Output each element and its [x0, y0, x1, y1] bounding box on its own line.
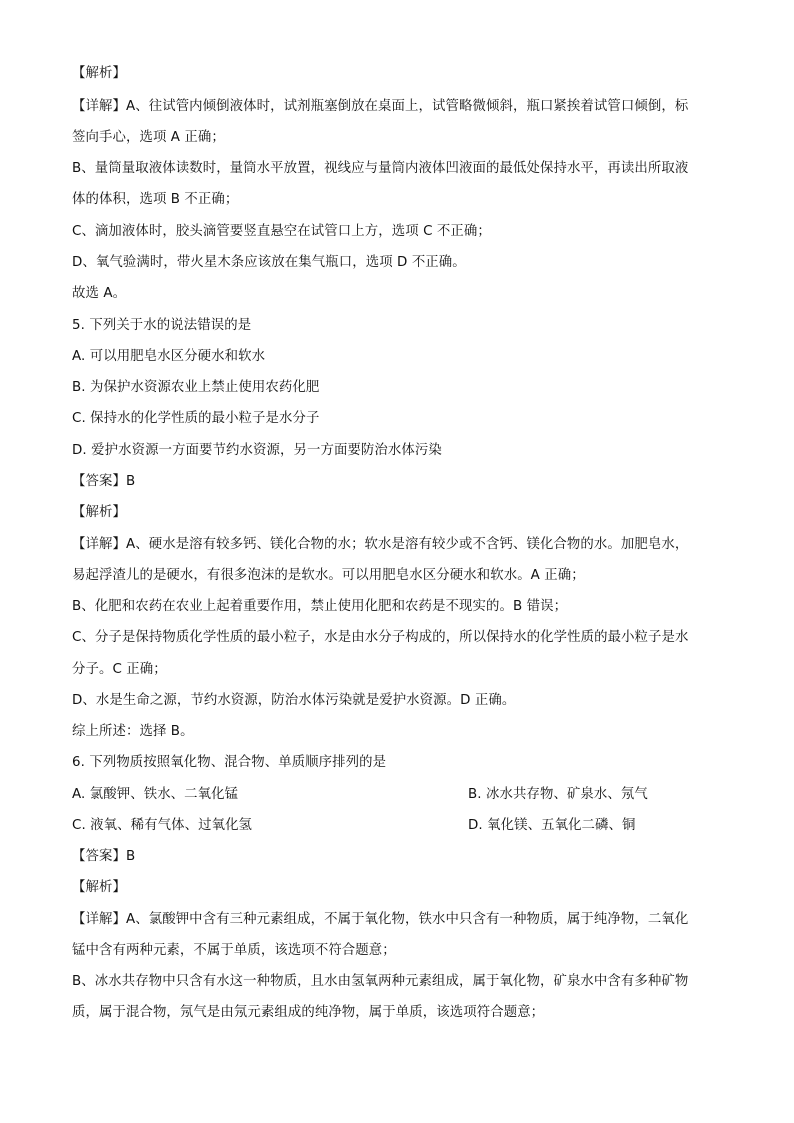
q5-detail-line: 【详解】A、硬水是溶有较多钙、镁化合物的水；软水是溶有较少或不含钙、镁化合物的水。加肥皂水， [72, 537, 689, 552]
q5-option-a: A. 可以用肥皂水区分硬水和软水 [72, 349, 266, 364]
q5-stem: 5. 下列关于水的说法错误的是 [72, 318, 252, 333]
q5-detail-line: 分子。C 正确； [72, 662, 167, 677]
q4-detail-line: 签向手心，选项 A 正确； [72, 130, 225, 145]
q6-detail-line: 锰中含有两种元素，不属于单质，该选项不符合题意； [72, 943, 396, 958]
q6-detail-line: 质，属于混合物，氖气是由氖元素组成的纯净物，属于单质，该选项符合题意； [72, 1005, 545, 1020]
q6-detail-line: 【详解】A、氯酸钾中含有三种元素组成，不属于氧化物，铁水中只含有一种物质，属于纯净物，二氧化 [72, 912, 689, 927]
q4-detail-line: C、滴加液体时，胶头滴管要竖直悬空在试管口上方，选项 C 不正确； [72, 224, 491, 239]
q4-detail-line: 体的体积，选项 B 不正确； [72, 192, 239, 207]
q6-option-b: B. 冰水共存物、矿泉水、氖气 [468, 787, 648, 802]
q5-conclusion: 综上所述：选择 B。 [72, 724, 194, 739]
q5-analysis-label: 【解析】 [72, 505, 126, 520]
q6-detail-line: B、冰水共存物中只含有水这一种物质，且水由氢氧两种元素组成，属于氧化物，矿泉水中含有多种矿物 [72, 974, 689, 989]
q6-option-row [72, 817, 732, 835]
q6-analysis-label: 【解析】 [72, 880, 126, 895]
q5-detail-line: D、水是生命之源，节约水资源，防治水体污染就是爱护水资源。D 正确。 [72, 693, 516, 708]
q5-detail-line: B、化肥和农药在农业上起着重要作用，禁止使用化肥和农药是不现实的。B 错误； [72, 599, 568, 614]
q6-option-a: A. 氯酸钾、铁水、二氧化锰 [72, 787, 239, 802]
q5-answer: 【答案】B [72, 474, 136, 489]
q4-conclusion: 故选 A。 [72, 286, 127, 301]
q4-detail-line: B、量筒量取液体读数时，量筒水平放置，视线应与量筒内液体凹液面的最低处保持水平，再读出所取液 [72, 161, 689, 176]
q5-option-b: B. 为保护水资源农业上禁止使用农药化肥 [72, 380, 320, 395]
q6-option-c: C. 液氧、稀有气体、过氧化氢 [72, 818, 253, 833]
q5-option-c: C. 保持水的化学性质的最小粒子是水分子 [72, 411, 320, 426]
q5-detail-line: C、分子是保持物质化学性质的最小粒子，水是由水分子构成的，所以保持水的化学性质的最小粒子是水 [72, 630, 689, 645]
q6-option-d: D. 氧化镁、五氧化二磷、铜 [468, 818, 636, 833]
q5-option-d: D. 爱护水资源一方面要节约水资源，另一方面要防治水体污染 [72, 443, 442, 458]
q6-stem: 6. 下列物质按照氧化物、混合物、单质顺序排列的是 [72, 755, 387, 770]
q4-analysis-label: 【解析】 [72, 66, 126, 81]
q4-detail-line: D、氧气验满时，带火星木条应该放在集气瓶口，选项 D 不正确。 [72, 255, 466, 270]
q4-detail-line: 【详解】A、往试管内倾倒液体时，试剂瓶塞倒放在桌面上，试管略微倾斜，瓶口紧挨着试管口倾倒，标 [72, 99, 689, 114]
q6-answer: 【答案】B [72, 849, 136, 864]
q5-detail-line: 易起浮渣儿的是硬水，有很多泡沫的是软水。可以用肥皂水区分硬水和软水。A 正确； [72, 568, 585, 583]
q6-option-row [72, 786, 732, 804]
